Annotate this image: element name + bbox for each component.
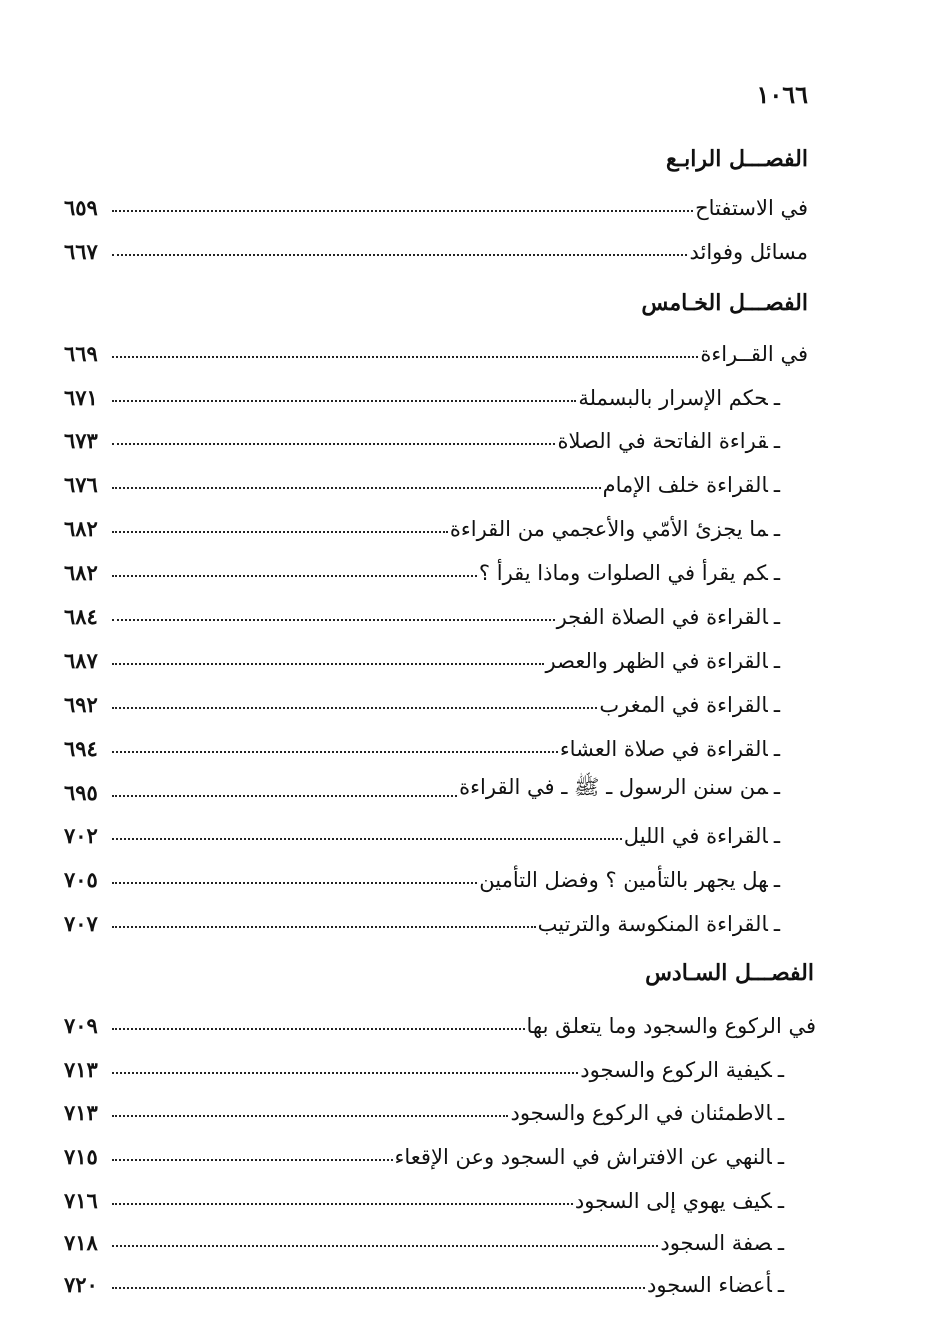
toc-entry (64, 419, 780, 453)
toc-entry-page: ٦٥٩ (64, 195, 98, 220)
toc-entry (64, 814, 780, 848)
toc-entry (64, 727, 780, 761)
toc-entry-title: ـ القراءة في الصلاة الفجر (557, 605, 780, 629)
dot-leader (112, 707, 597, 709)
toc-entry-title: في القــراءة (700, 342, 808, 366)
chapter-heading-5: الفصـــل الخـامس (641, 290, 808, 316)
toc-entry-page: ٦٨٤ (64, 604, 98, 629)
toc-entry-title: ـ كيف يهوي إلى السجود (575, 1189, 784, 1213)
dot-leader (112, 795, 457, 797)
toc-entry (64, 1004, 816, 1038)
toc-entry-title: ـ القراءة في الظهر والعصر (546, 649, 780, 673)
toc-entry-title: ـ القراءة في الليل (624, 824, 780, 848)
toc-entry-page: ٦٨٧ (64, 648, 98, 673)
toc-entry (64, 463, 780, 497)
toc-entry-title: ـ صفة السجود (660, 1231, 784, 1255)
chapter-heading-4: الفصـــل الرابـع (665, 146, 808, 172)
dot-leader (112, 210, 693, 212)
toc-entry (64, 1263, 784, 1297)
toc-entry-title: ـ القراءة في المغرب (599, 693, 780, 717)
toc-entry-page: ٦٧٣ (64, 428, 98, 453)
page-number: ١٠٦٦ (756, 80, 808, 109)
dot-leader (112, 619, 555, 621)
dot-leader (112, 531, 448, 533)
toc-entry (64, 186, 808, 220)
dot-leader (112, 838, 622, 840)
toc-entry (64, 507, 780, 541)
toc-entry-page: ٧٠٧ (64, 911, 98, 936)
toc-entry-title: ـ كم يقرأ في الصلوات وماذا يقرأ ؟ (479, 561, 780, 585)
toc-entry-page: ٧١٥ (64, 1144, 98, 1169)
toc-entry-page: ٧١٨ (64, 1230, 98, 1255)
toc-entry-page: ٧٠٩ (64, 1013, 98, 1038)
dot-leader (112, 1028, 525, 1030)
toc-entry-title: ـ القراءة في صلاة العشاء (560, 737, 780, 761)
toc-entry-title: ـ حكم الإسرار بالبسملة (578, 386, 780, 410)
toc-entry (64, 376, 780, 410)
toc-entry-page: ٦٧١ (64, 385, 98, 410)
dot-leader (112, 926, 536, 928)
toc-entry-title: ـ من سنن الرسول ـ ﷺ ـ في القراءة (459, 774, 780, 805)
toc-entry (64, 332, 808, 366)
toc-entry-page: ٧٠٥ (64, 867, 98, 892)
dot-leader (112, 663, 544, 665)
toc-entry-title: ـ أعضاء السجود (647, 1273, 784, 1297)
toc-entry-page: ٦٧٦ (64, 472, 98, 497)
toc-entry (64, 1179, 784, 1213)
toc-entry-title: في الاستفتاح (695, 196, 808, 220)
dot-leader (112, 882, 477, 884)
toc-entry-page: ٦٩٥ (64, 780, 98, 805)
toc-entry-title: مسائل وفوائد (689, 240, 808, 264)
toc-entry (64, 1048, 784, 1082)
dot-leader (112, 575, 477, 577)
dot-leader (112, 356, 698, 358)
toc-entry-title: ـ هل يجهر بالتأمين ؟ وفضل التأمين (479, 868, 780, 892)
toc-entry-title: ـ القراءة المنكوسة والترتيب (538, 912, 780, 936)
toc-entry-page: ٦٨٢ (64, 560, 98, 585)
toc-entry-page: ٧١٣ (64, 1057, 98, 1082)
toc-entry (64, 1135, 784, 1169)
toc-entry (64, 551, 780, 585)
toc-entry (64, 595, 780, 629)
toc-entry (64, 902, 780, 936)
dot-leader (112, 1159, 393, 1161)
toc-entry-title: ـ ما يجزئ الأمّي والأعجمي من القراءة (450, 517, 780, 541)
dot-leader (112, 254, 687, 256)
toc-entry-page: ٧١٦ (64, 1188, 98, 1213)
toc-entry-title: ـ كيفية الركوع والسجود (580, 1058, 784, 1082)
toc-entry-title: ـ النهي عن الافتراش في السجود وعن الإقعاء (395, 1145, 784, 1169)
toc-entry (64, 639, 780, 673)
toc-entry-page: ٧٢٠ (64, 1272, 98, 1297)
dot-leader (112, 443, 555, 445)
dot-leader (112, 1115, 508, 1117)
toc-entry (64, 230, 808, 264)
toc-entry-page: ٦٦٧ (64, 239, 98, 264)
dot-leader (112, 487, 601, 489)
toc-entry-title: ـ الاطمئنان في الركوع والسجود (510, 1101, 784, 1125)
dot-leader (112, 400, 576, 402)
toc-entry-page: ٦٨٢ (64, 516, 98, 541)
toc-entry-page: ٦٦٩ (64, 341, 98, 366)
toc-entry (64, 1221, 784, 1255)
toc-entry-page: ٦٩٤ (64, 736, 98, 761)
dot-leader (112, 1072, 578, 1074)
toc-entry-title: في الركوع والسجود وما يتعلق بها (526, 1014, 816, 1038)
toc-entry-title: ـ القراءة خلف الإمام (603, 473, 780, 497)
dot-leader (112, 1203, 573, 1205)
toc-entry-page: ٧٠٢ (64, 823, 98, 848)
toc-entry-page: ٦٩٢ (64, 692, 98, 717)
toc-entry-title: ـ قراءة الفاتحة في الصلاة (557, 429, 780, 453)
chapter-heading-6: الفصـــل السـادس (645, 960, 814, 986)
toc-entry (64, 858, 780, 892)
dot-leader (112, 1287, 645, 1289)
toc-entry (64, 771, 780, 805)
toc-entry (64, 683, 780, 717)
toc-entry-page: ٧١٣ (64, 1100, 98, 1125)
dot-leader (112, 1245, 658, 1247)
toc-entry (64, 1091, 784, 1125)
dot-leader (112, 751, 558, 753)
